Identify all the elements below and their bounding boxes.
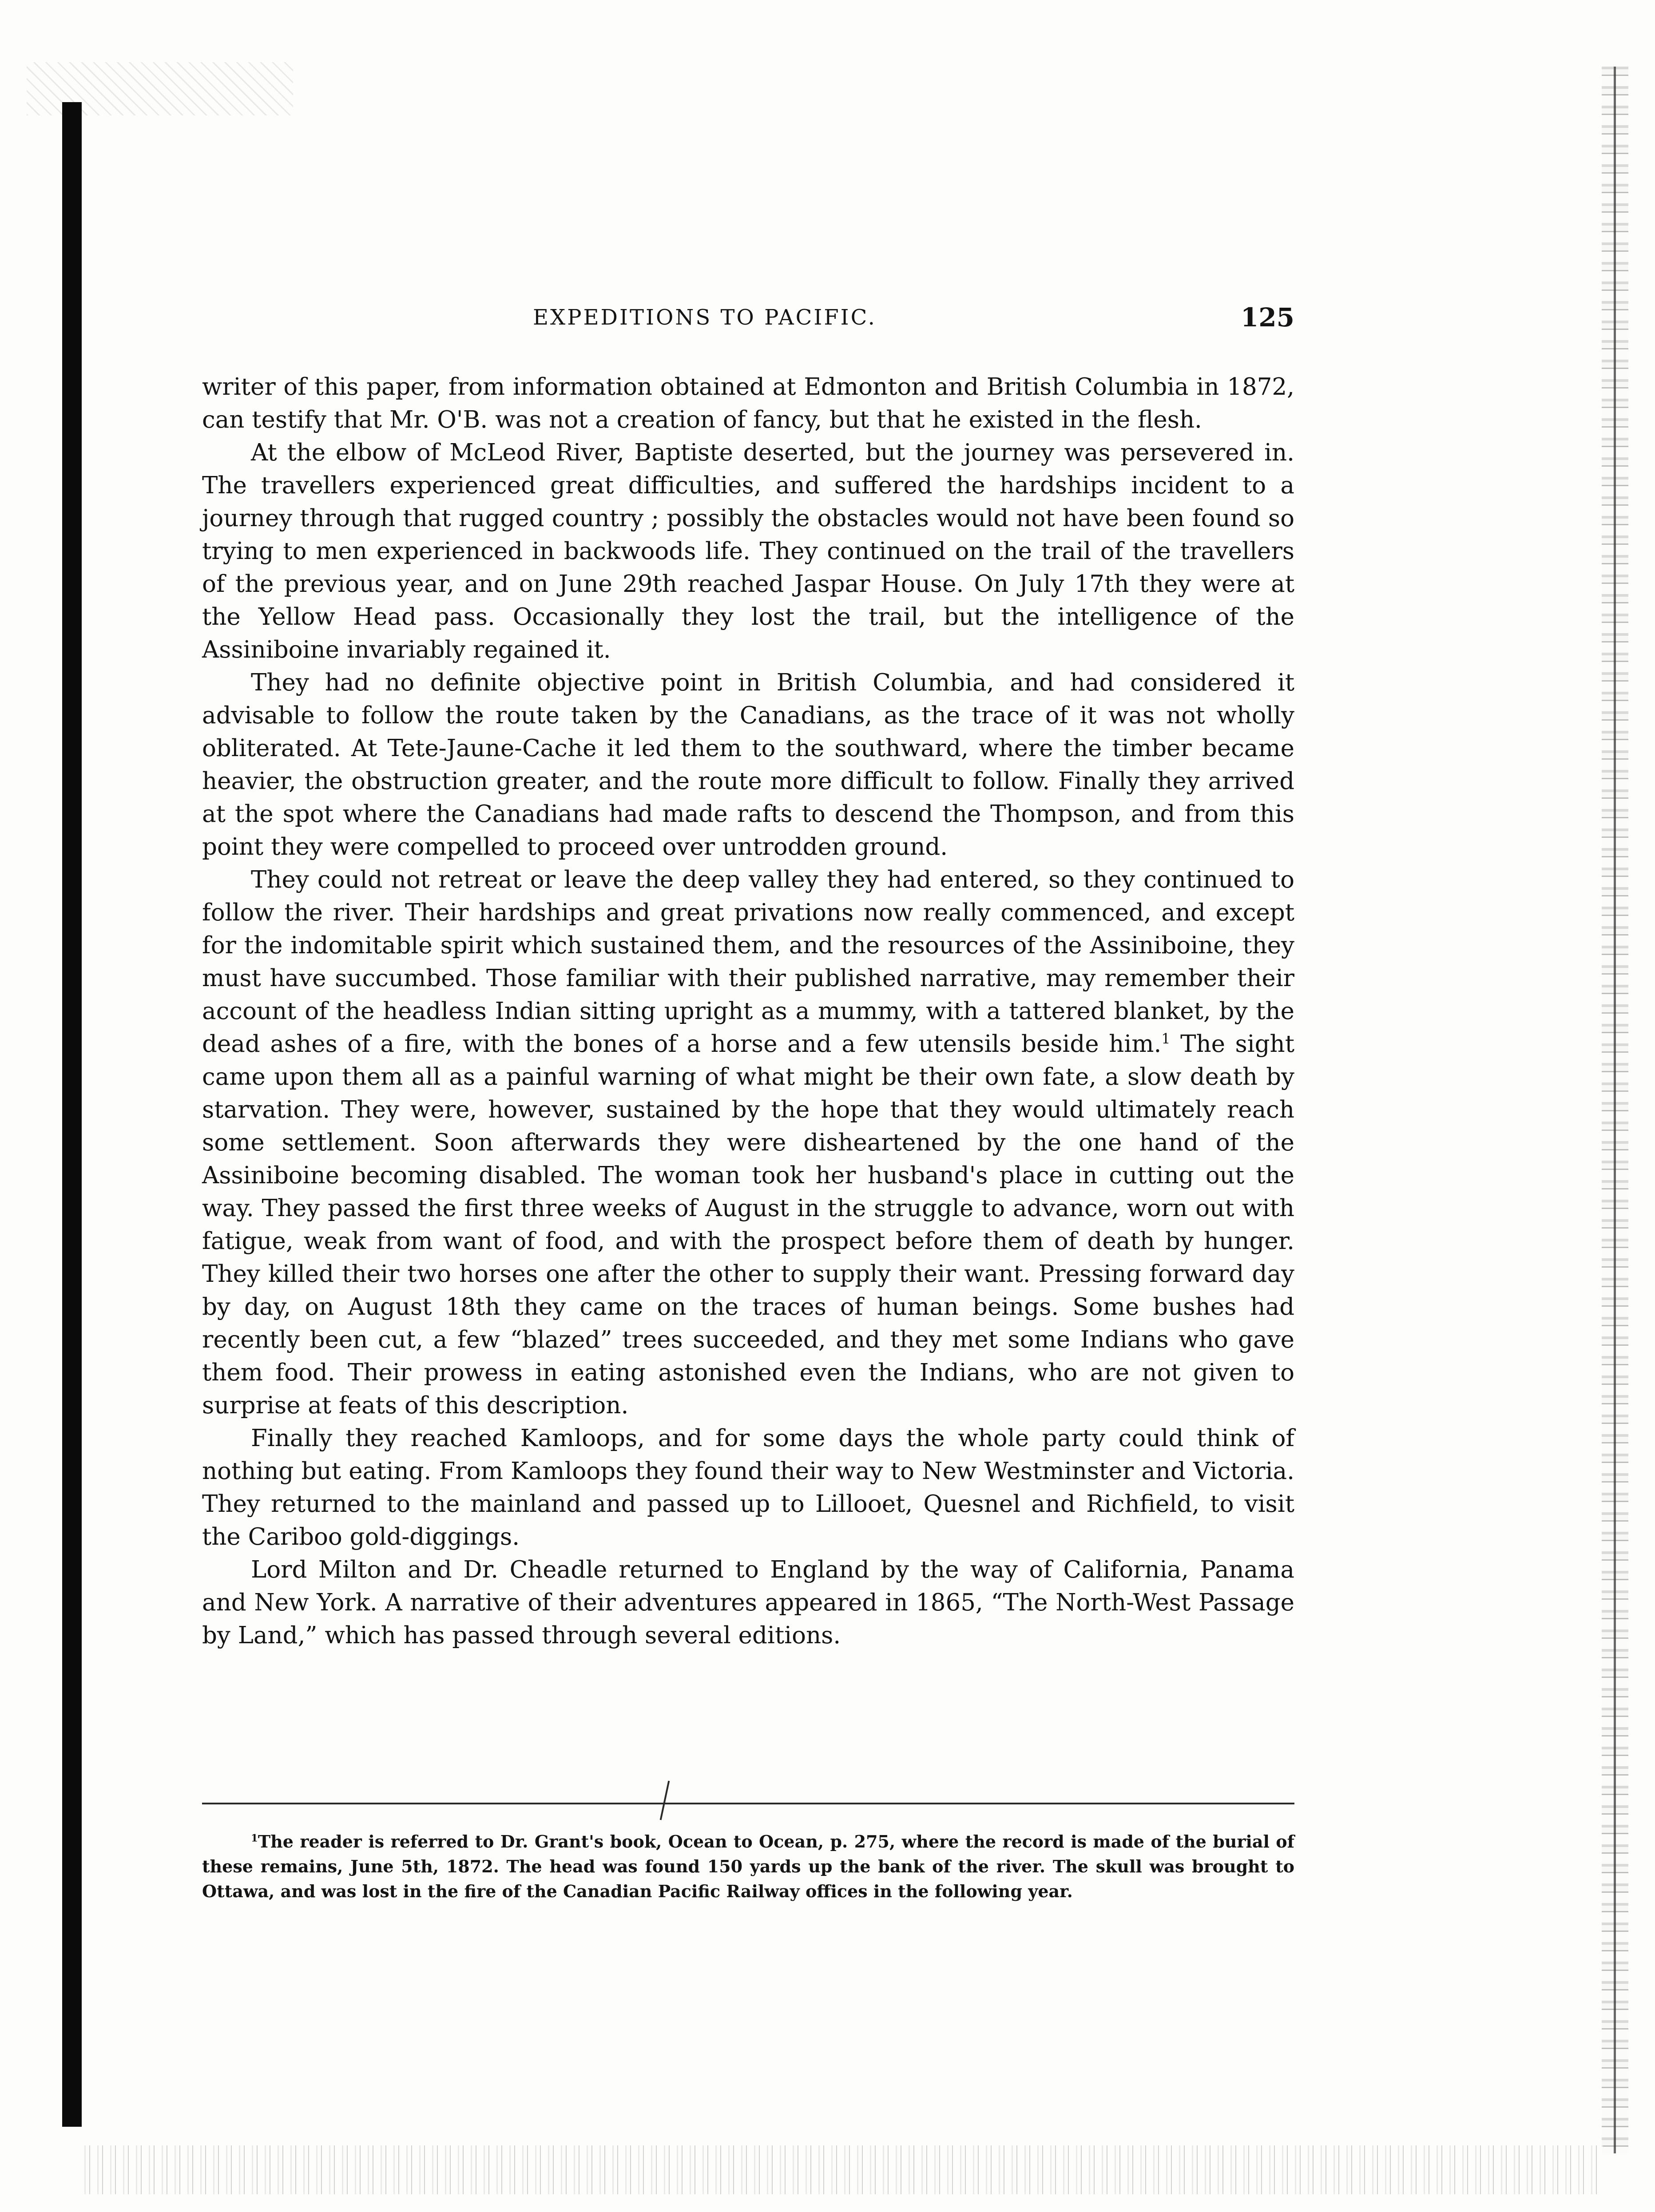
body-text xyxy=(202,371,1294,1652)
paragraph-1: writer of this paper, from information obtained at Edmonton and British Columbia in 1872, can testify that Mr. O'B. was not a creation of fancy, but that he existed in the flesh. xyxy=(202,373,1294,433)
paragraph-3: They had no definite objective point in British Columbia, and had considered it advisable to follow the route taken by the Canadians, as the trace of it was not wholly obliterated. At Tete-Jaune-Cache it led them to the southward, where the timber became heavier, the obstruction greater, and the route more difficult to follow. Finally they arrived at the spot where the Canadians had made rafts to descend the Thompson, and from this point they were compelled to proceed over untrodden ground. xyxy=(202,669,1294,860)
paragraph-6: Lord Milton and Dr. Cheadle returned to England by the way of California, Panama and New York. A narrative of their adventures appeared in 1865, “The North-West Passage by Land,” which has passed through several editions. xyxy=(202,1556,1294,1649)
footnote-rule xyxy=(202,1803,1294,1804)
running-header xyxy=(202,300,1294,335)
scan-noise-bottom xyxy=(84,2145,1603,2194)
paragraph-2: At the elbow of McLeod River, Baptiste deserted, but the journey was persevered in. The travellers experienced great difficulties, and suffered the hardships incident to a journey through that rugged country ; possibly the obstacles would not have been found so trying to men experienced in backwoods life. They continued on the trail of the travellers of the previous year, and on June 29th reached Jaspar House. On July 17th they were at the Yellow Head pass. Occasionally they lost the trail, but the intelligence of the Assiniboine invariably regained it. xyxy=(202,439,1294,663)
paragraph-5: Finally they reached Kamloops, and for some days the whole party could think of nothing but eating. From Kamloops they found their way to New Westminster and Victoria. They returned to the mainland and passed up to Lillooet, Quesnel and Richfield, to visit the Cariboo gold-diggings. xyxy=(202,1425,1294,1550)
paragraph-4-continued: The sight came upon them all as a painful warning of what might be their own fate, a slow death by starvation. They were, however, sustained by the hope that they would ultimately reach some settlement. Soon afterwards they were disheartened by the one hand of the Assiniboine becoming disabled. The woman took her husband's place in cutting out the way. They passed the first three weeks of August in the struggle to advance, worn out with fatigue, weak from want of food, and with the prospect before them of death by hunger. They killed their two horses one after the other to supply their want. Pressing forward day by day, on August 18th they came on the traces of human beings. Some bushes had recently been cut, a few “blazed” trees succeeded, and they met some Indians who gave them food. Their prowess in eating astonished even the Indians, who are not given to surprise at feats of this description. xyxy=(202,1031,1294,1419)
footnote-reference: 1 xyxy=(1161,1031,1171,1047)
page-number: 125 xyxy=(1240,302,1294,333)
paragraph-4-text: They could not retreat or leave the deep valley they had entered, so they continued to follow the river. Their hardships and great privations now really commenced, and except for the indomitable spirit which sustained them, and the resources of the Assiniboine, they must have succumbed. Those familiar with their published narrative, may remember their account of the headless Indian sitting upright as a mummy, with a tattered blanket, by the dead ashes of a fire, with the bones of a horse and a few utensils beside him. xyxy=(202,866,1294,1058)
footnote xyxy=(202,1829,1294,1904)
paragraph-4 xyxy=(202,864,1294,1422)
scan-edge-line xyxy=(1614,67,1616,2153)
binding-edge xyxy=(62,102,82,2127)
footnote-marker: 1 xyxy=(251,1832,258,1844)
header-title: EXPEDITIONS TO PACIFIC. xyxy=(533,305,877,330)
footnote-rule-mark xyxy=(660,1781,670,1820)
footnote-text: The reader is referred to Dr. Grant's book, Ocean to Ocean, p. 275, where the record is made of the burial of these remains, June 5th, 1872. The head was found 150 yards up the bank of the river. The skull was brought to Ottawa, and was lost in the fire of the Canadian Pacific Railway offices in the following year. xyxy=(202,1831,1294,1901)
